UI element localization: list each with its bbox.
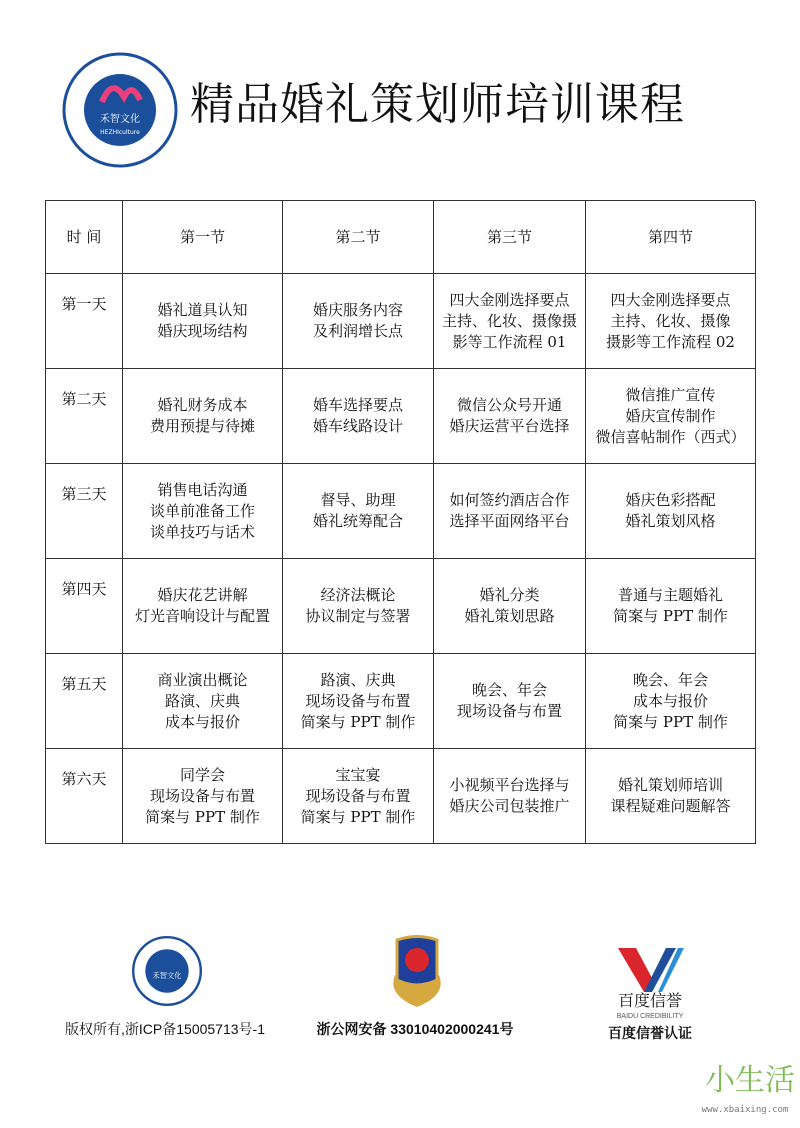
session-line: 商业演出概论	[157, 670, 248, 689]
session-line: 摄影等工作流程 02	[606, 332, 735, 351]
session-line: 婚礼道具认知	[157, 301, 248, 319]
session-line: 成本与报价	[164, 712, 240, 731]
day-label: 第二天	[46, 369, 123, 464]
session-line: 课程疑难问题解答	[610, 797, 731, 815]
baidu-sub: BAIDU CREDIBILITY	[616, 1013, 684, 1020]
day-label: 第五天	[46, 654, 123, 749]
session-line: 婚庆花艺讲解	[157, 586, 248, 604]
session-line: 影等工作流程 01	[452, 332, 567, 351]
session-line: 婚庆现场结构	[157, 322, 248, 340]
session-line: 婚礼策划风格	[625, 512, 716, 530]
session-cell	[283, 274, 434, 369]
session-cell	[283, 464, 434, 559]
session-cell	[434, 464, 586, 559]
watermark: 小生活	[705, 1064, 795, 1097]
svg-text:HEZHIculture: HEZHIculture	[100, 129, 140, 136]
hezhi-logo	[62, 52, 178, 168]
session-line: 现场设备与布置	[305, 786, 411, 805]
session-line: 晚会、年会	[471, 681, 547, 699]
session-line: 现场设备与布置	[456, 702, 562, 720]
session-cell	[586, 464, 756, 559]
session-cell	[283, 654, 434, 749]
session-cell	[283, 559, 434, 654]
session-line: 灯光音响设计与配置	[134, 607, 270, 625]
session-line: 谈单前准备工作	[149, 501, 255, 520]
session-line: 婚庆宣传制作	[625, 406, 716, 425]
session-cell	[434, 749, 586, 844]
session-cell	[283, 749, 434, 844]
session-line: 四大金刚选择要点	[449, 290, 570, 309]
session-line: 主持、化妆、摄像摄	[441, 311, 577, 330]
session-line: 婚礼财务成本	[157, 396, 248, 414]
session-cell	[586, 559, 756, 654]
session-line: 婚车选择要点	[312, 396, 403, 414]
session-cell	[283, 369, 434, 464]
session-line: 督导、助理	[320, 491, 396, 509]
session-cell	[123, 654, 283, 749]
session-line: 简案与 PPT 制作	[613, 712, 728, 731]
session-line: 婚礼统筹配合	[312, 512, 403, 530]
session-line: 谈单技巧与话术	[149, 522, 255, 541]
svg-text:禾智文化: 禾智文化	[100, 114, 140, 125]
session-line: 协议制定与签署	[305, 607, 411, 625]
column-header: 第二节	[283, 201, 434, 274]
watermark-url: www.xbaixing.com	[701, 1105, 789, 1115]
session-line: 婚礼分类	[479, 586, 540, 604]
session-line: 婚庆公司包装推广	[449, 797, 570, 815]
svg-text:禾智文化: 禾智文化	[152, 971, 182, 981]
copyright-text: 版权所有,浙ICP备15005713号-1	[65, 1021, 265, 1037]
course-schedule-table	[45, 200, 755, 844]
column-header: 第四节	[586, 201, 756, 274]
session-line: 如何签约酒店合作	[449, 491, 570, 509]
session-line: 选择平面网络平台	[449, 512, 570, 530]
session-line: 婚礼策划师培训	[617, 776, 723, 794]
session-line: 成本与报价	[632, 691, 708, 710]
session-line: 微信公众号开通	[456, 396, 562, 414]
day-label: 第一天	[46, 274, 123, 369]
column-header: 时 间	[46, 201, 123, 274]
column-header: 第三节	[434, 201, 586, 274]
session-line: 四大金刚选择要点	[610, 290, 731, 309]
session-line: 经济法概论	[320, 586, 396, 604]
day-label: 第三天	[46, 464, 123, 559]
session-cell	[123, 559, 283, 654]
session-cell	[123, 464, 283, 559]
session-line: 路演、庆典	[320, 670, 396, 689]
session-cell	[123, 274, 283, 369]
session-line: 同学会	[179, 765, 225, 784]
session-line: 简案与 PPT 制作	[145, 807, 260, 826]
session-line: 费用预提与待摊	[149, 417, 255, 435]
session-cell	[434, 559, 586, 654]
police-record-text: 浙公网安备 33010402000241号	[316, 1021, 514, 1037]
session-line: 简案与 PPT 制作	[300, 712, 416, 731]
session-cell	[586, 749, 756, 844]
session-line: 简案与 PPT 制作	[300, 807, 416, 826]
session-line: 小视频平台选择与	[449, 776, 570, 794]
session-line: 晚会、年会	[632, 670, 708, 689]
session-cell	[586, 369, 756, 464]
session-line: 普通与主题婚礼	[617, 586, 723, 604]
session-cell	[123, 369, 283, 464]
session-line: 销售电话沟通	[157, 480, 248, 499]
session-cell	[586, 654, 756, 749]
page-title: 精品婚礼策划师培训课程	[190, 79, 685, 130]
session-line: 婚礼策划思路	[464, 607, 555, 625]
session-cell	[434, 369, 586, 464]
session-line: 微信喜帖制作（西式）	[595, 427, 746, 446]
day-label: 第四天	[46, 559, 123, 654]
hezhi-small-logo	[132, 936, 202, 1006]
column-header: 第一节	[123, 201, 283, 274]
session-line: 现场设备与布置	[149, 786, 255, 805]
session-line: 婚庆服务内容	[312, 301, 403, 319]
session-line: 婚车线路设计	[312, 417, 403, 435]
session-line: 路演、庆典	[164, 691, 240, 710]
session-line: 微信推广宣传	[625, 385, 716, 404]
session-line: 婚庆色彩搭配	[625, 491, 716, 509]
session-cell	[123, 749, 283, 844]
session-cell	[434, 274, 586, 369]
session-cell	[586, 274, 756, 369]
session-line: 宝宝宴	[335, 765, 381, 784]
session-line: 简案与 PPT 制作	[613, 607, 728, 625]
session-line: 婚庆运营平台选择	[449, 417, 570, 435]
session-line: 现场设备与布置	[305, 691, 411, 710]
police-badge-icon	[387, 935, 447, 1010]
session-line: 主持、化妆、摄像	[610, 311, 731, 330]
session-line: 及利润增长点	[312, 322, 403, 340]
day-label: 第六天	[46, 749, 123, 844]
baidu-label: 百度信誉认证	[608, 1025, 692, 1041]
session-cell	[434, 654, 586, 749]
baidu-v-icon	[618, 948, 684, 992]
baidu-brand: 百度信誉	[617, 993, 682, 1010]
